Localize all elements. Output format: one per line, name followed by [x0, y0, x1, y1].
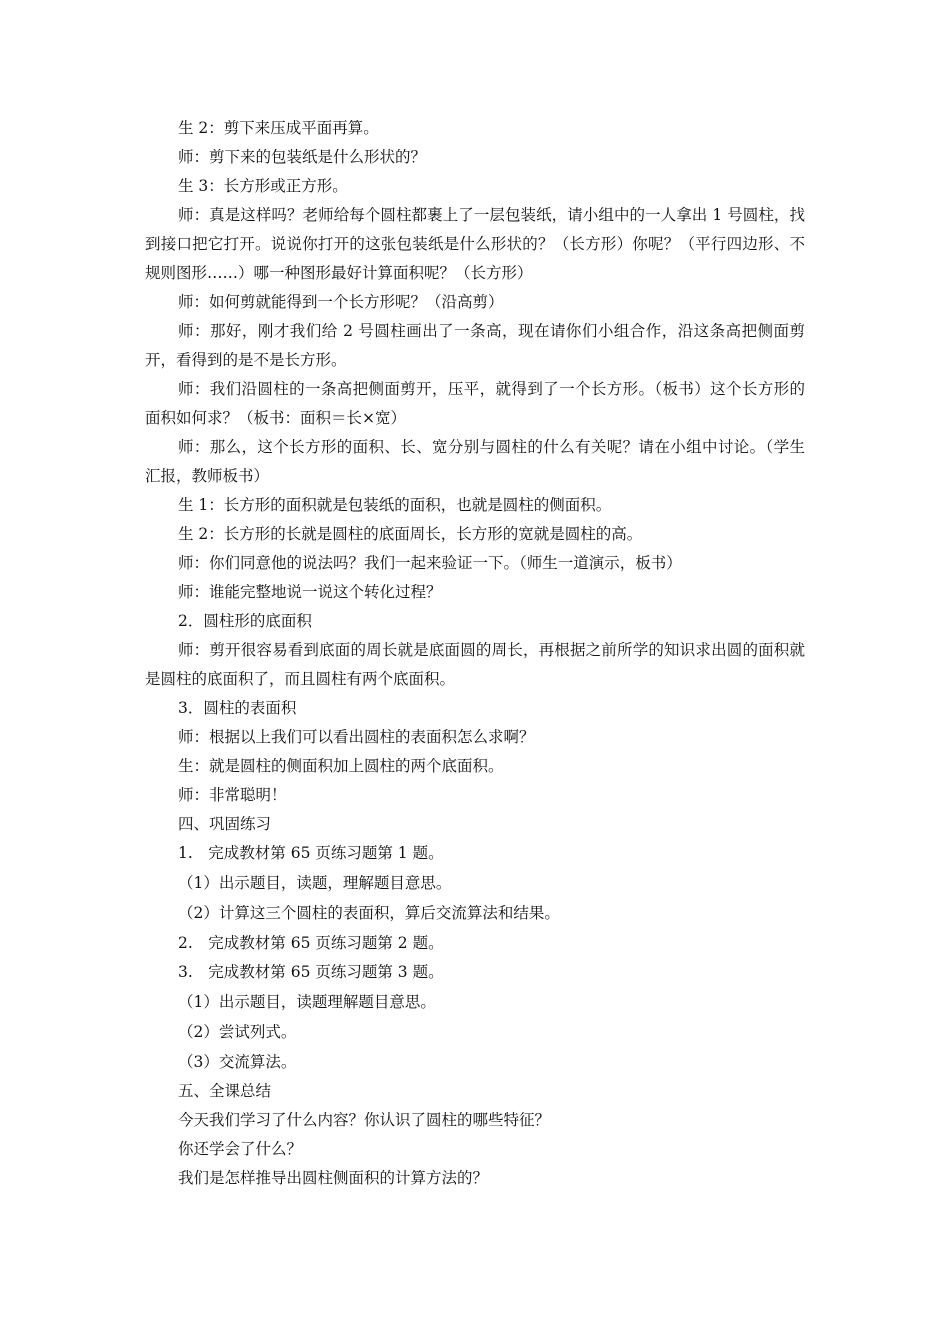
- paragraph: 生 1：长方形的面积就是包装纸的面积，也就是圆柱的侧面积。: [178, 496, 612, 514]
- list-item: （1）出示题目，读题，理解题目意思。: [178, 874, 452, 892]
- paragraph: 师：谁能完整地说一说这个转化过程？: [178, 583, 442, 601]
- paragraph: 你还学会了什么？: [178, 1140, 303, 1158]
- list-item: 1. 完成教材第 65 页练习题第 1 题。: [178, 844, 444, 862]
- paragraph: 师：非常聪明！: [178, 786, 287, 804]
- list-item: （1）出示题目，读题理解题目意思。: [178, 993, 436, 1011]
- paragraph: 师：真是这样吗？老师给每个圆柱都裹上了一层包装纸，请小组中的一人拿出 1 号圆柱，找到接口把它打开。说说你打开的这张包装纸是什么形状的？（长方形）你呢？（平行四边形、不规则图形……）哪一种图形最好计算面积呢？（长方形）: [145, 206, 805, 282]
- paragraph: 师：那么，这个长方形的面积、长、宽分别与圆柱的什么有关呢？请在小组中讨论。（学生汇报，教师板书）: [145, 438, 805, 485]
- list-item: （3）交流算法。: [178, 1053, 297, 1071]
- paragraph: 师：我们沿圆柱的一条高把侧面剪开，压平，就得到了一个长方形。（板书）这个长方形的面积如何求？（板书：面积＝长×宽）: [145, 380, 805, 427]
- paragraph: 师：剪下来的包装纸是什么形状的？: [178, 148, 427, 166]
- paragraph: 生 3：长方形或正方形。: [178, 177, 348, 195]
- paragraph: 师：那好，刚才我们给 2 号圆柱画出了一条高，现在请你们小组合作，沿这条高把侧面剪开，看得到的是不是长方形。: [145, 322, 805, 369]
- paragraph: 师：根据以上我们可以看出圆柱的表面积怎么求啊？: [178, 728, 535, 746]
- list-item: 3. 完成教材第 65 页练习题第 3 题。: [178, 963, 444, 981]
- paragraph: 我们是怎样推导出圆柱侧面积的计算方法的？: [178, 1169, 489, 1187]
- paragraph: 今天我们学习了什么内容？你认识了圆柱的哪些特征？: [178, 1111, 551, 1129]
- paragraph: 师：剪开很容易看到底面的周长就是底面圆的周长，再根据之前所学的知识求出圆的面积就是圆柱的底面积了，而且圆柱有两个底面积。: [145, 641, 805, 688]
- section-heading: 四、巩固练习: [178, 815, 272, 833]
- document-body: [145, 114, 805, 1193]
- paragraph: 生 2：剪下来压成平面再算。: [178, 119, 379, 137]
- paragraph: 生 2：长方形的长就是圆柱的底面周长，长方形的宽就是圆柱的高。: [178, 525, 643, 543]
- section-heading: 2．圆柱形的底面积: [178, 612, 312, 630]
- section-heading: 五、全课总结: [178, 1082, 272, 1100]
- list-item: （2）计算这三个圆柱的表面积，算后交流算法和结果。: [178, 904, 560, 922]
- list-item: 2. 完成教材第 65 页练习题第 2 题。: [178, 934, 444, 952]
- paragraph: 师：如何剪就能得到一个长方形呢？（沿高剪）: [178, 293, 504, 311]
- section-heading: 3．圆柱的表面积: [178, 699, 297, 717]
- list-item: （2）尝试列式。: [178, 1023, 297, 1041]
- paragraph: 师：你们同意他的说法吗？我们一起来验证一下。（师生一道演示，板书）: [178, 554, 682, 572]
- paragraph: 生：就是圆柱的侧面积加上圆柱的两个底面积。: [178, 757, 504, 775]
